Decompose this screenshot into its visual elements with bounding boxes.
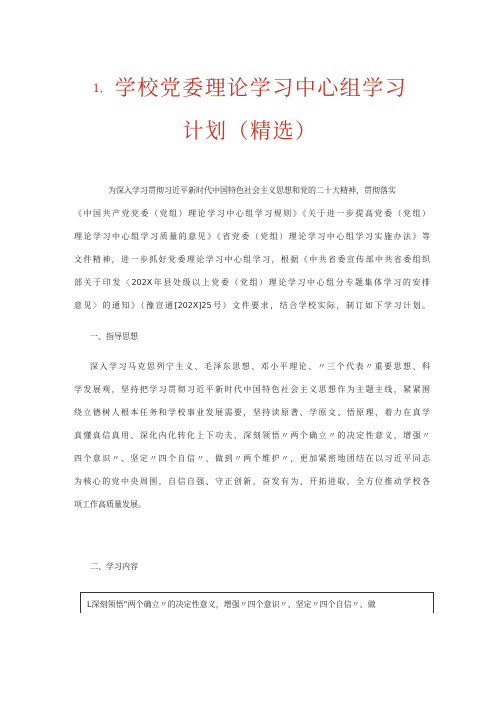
intro-line: 文件精神，进一步抓好党委理论学习中心组学习，根据《中共省委宣传部中共省委组织 — [74, 255, 430, 264]
document-title-line2: 计划（精选） — [182, 119, 318, 143]
section1-line: 项工作高质量发展。 — [74, 500, 146, 509]
title-text-1: 学校党委理论学习中心组学习 — [114, 76, 408, 100]
section-heading-1: 一、指导思想 — [90, 332, 138, 341]
intro-line: 理论学习中心组学习质量的意见》《省党委（党组）理论学习中心组学习实施办法》等 — [74, 232, 430, 241]
section1-line: 绕立德树人根本任务和学校事业发展需要，坚持读原著、学原文、悟原理，着力在真学 — [74, 408, 430, 417]
section-heading-2: 二、学习内容 — [90, 562, 138, 571]
section1-line: 四个意识〃、坚定〃四个自信〃、做到〃两个维护〃，更加紧密地团结在以习近平同志 — [74, 454, 430, 463]
intro-line: 意见〉的通知》（豫宣通[202X]25号）文件要求，结合学校实际，制订如下学习计划。 — [74, 301, 430, 310]
title-number: 1． — [92, 82, 111, 95]
document-title-line1 — [40, 72, 460, 102]
content-box — [80, 592, 434, 613]
section1-line: 学发展观，坚持把学习贯彻习近平新时代中国特色社会主义思想作为主题主线，紧紧围 — [74, 385, 430, 394]
intro-line: 《中国共产党党委（党组）理论学习中心组学习规则》《关于进一步提高党委（党组） — [74, 209, 430, 218]
section1-line: 深入学习马克思列宁主义、毛泽东思想、邓小平理论、〃三个代表〃重要思想、科 — [90, 362, 430, 371]
content-box-text: L深刻领悟“两个确立〃的决定性意义，增强〃四个意识〃、坚定〃四个自信〃、做 — [87, 600, 376, 609]
intro-line: 为深入学习贯彻习近平新时代中国特色社会主义思想和党的二十大精神，贯彻落实 — [108, 186, 396, 195]
section1-line: 真懂真信真用、深化内化转化上下功夫，深刻领悟〃两个确立〃的决定性意义，增强〃 — [74, 431, 430, 440]
section1-line: 为核心的党中央周围，自信自强、守正创新，奋发有为、开拓进取，全方位推动学校各 — [74, 477, 430, 486]
intro-line: 部关于印发〈202X年县处级以上党委（党组）理论学习中心组分专题集体学习的安排 — [74, 278, 430, 287]
